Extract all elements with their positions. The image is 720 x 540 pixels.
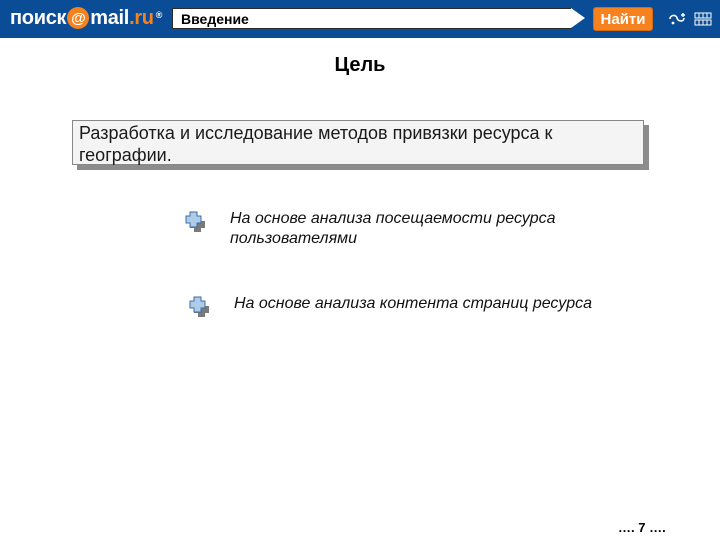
bullet-text: На основе анализа посещаемости ресурса пользователями xyxy=(230,210,556,247)
logo-text-mail: mail xyxy=(90,6,130,29)
slide-title: Цель xyxy=(334,54,386,76)
settings-icon[interactable] xyxy=(668,12,686,26)
logo-text-ru: .ru xyxy=(129,6,154,29)
logo-registered-mark: ® xyxy=(155,10,163,20)
logo-at-sign: @ xyxy=(67,7,89,29)
bullet-cross-icon xyxy=(186,294,212,320)
keyboard-icon[interactable] xyxy=(694,10,712,28)
bullet-text: На основе анализа контента страниц ресурса xyxy=(234,295,593,312)
bullet-item xyxy=(182,209,630,249)
goal-text: Разработка и исследование методов привязки ресурса к географии. xyxy=(72,120,644,165)
search-toolbar xyxy=(0,0,720,38)
search-input[interactable] xyxy=(173,9,571,28)
find-button[interactable]: Найти xyxy=(593,7,653,31)
search-field[interactable] xyxy=(172,8,572,29)
bullet-item xyxy=(186,294,592,320)
search-field-arrow xyxy=(571,8,585,28)
logo-text-search: поиск xyxy=(10,6,67,29)
bullet-cross-icon xyxy=(182,209,208,235)
goal-box xyxy=(72,120,654,170)
mail-ru-logo[interactable] xyxy=(10,5,162,31)
page-number: …. 7 …. xyxy=(618,520,666,535)
